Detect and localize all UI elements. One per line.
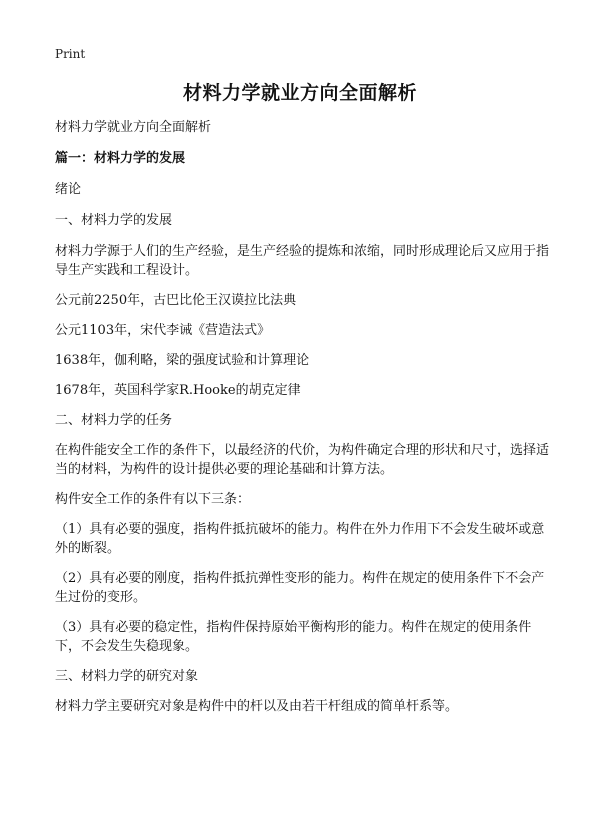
section-heading-3: 三、材料力学的研究对象 — [55, 669, 199, 684]
history-item: 1638年，伽利略，梁的强度试验和计算理论 — [55, 353, 310, 368]
body-paragraph: 构件安全工作的条件有以下三条： — [55, 492, 251, 507]
document-title: 材料力学就业方向全面解析 — [182, 82, 417, 104]
document-body — [55, 118, 550, 716]
body-paragraph: 在构件能安全工作的条件下，以最经济的代价，为构件确定合理的形状和尺寸，选择适当的材料，为构件的设计提供必要的理论基础和计算方法。 — [55, 443, 550, 477]
body-paragraph: 材料力学主要研究对象是构件中的杆以及由若干杆组成的简单杆系等。 — [55, 699, 459, 714]
condition-item: （1）具有必要的强度，指构件抵抗破坏的能力。构件在外力作用下不会发生破坏或意外的断裂。 — [55, 522, 545, 556]
section-heading-1: 一、材料力学的发展 — [55, 213, 173, 228]
history-item: 公元1103年，宋代李诫《营造法式》 — [55, 323, 271, 338]
condition-item: （2）具有必要的刚度，指构件抵抗弹性变形的能力。构件在规定的使用条件下不会产生过份的变形。 — [55, 571, 545, 605]
subtitle-paragraph: 材料力学就业方向全面解析 — [55, 120, 212, 135]
chapter-heading: 篇一：材料力学的发展 — [55, 151, 186, 166]
section-heading-2: 二、材料力学的任务 — [55, 413, 173, 428]
condition-item: （3）具有必要的稳定性，指构件保持原始平衡构形的能力。构件在规定的使用条件下，不会发生失稳现象。 — [55, 620, 532, 654]
print-label[interactable]: Print — [55, 47, 86, 61]
history-item: 公元前2250年，古巴比伦王汉谟拉比法典 — [55, 293, 297, 308]
body-paragraph: 材料力学源于人们的生产经验，是生产经验的提炼和浓缩，同时形成理论后又应用于指导生产实践和工程设计。 — [55, 244, 550, 278]
history-item: 1678年，英国科学家R.Hooke的胡克定律 — [55, 383, 301, 398]
section-intro: 绪论 — [55, 182, 82, 197]
